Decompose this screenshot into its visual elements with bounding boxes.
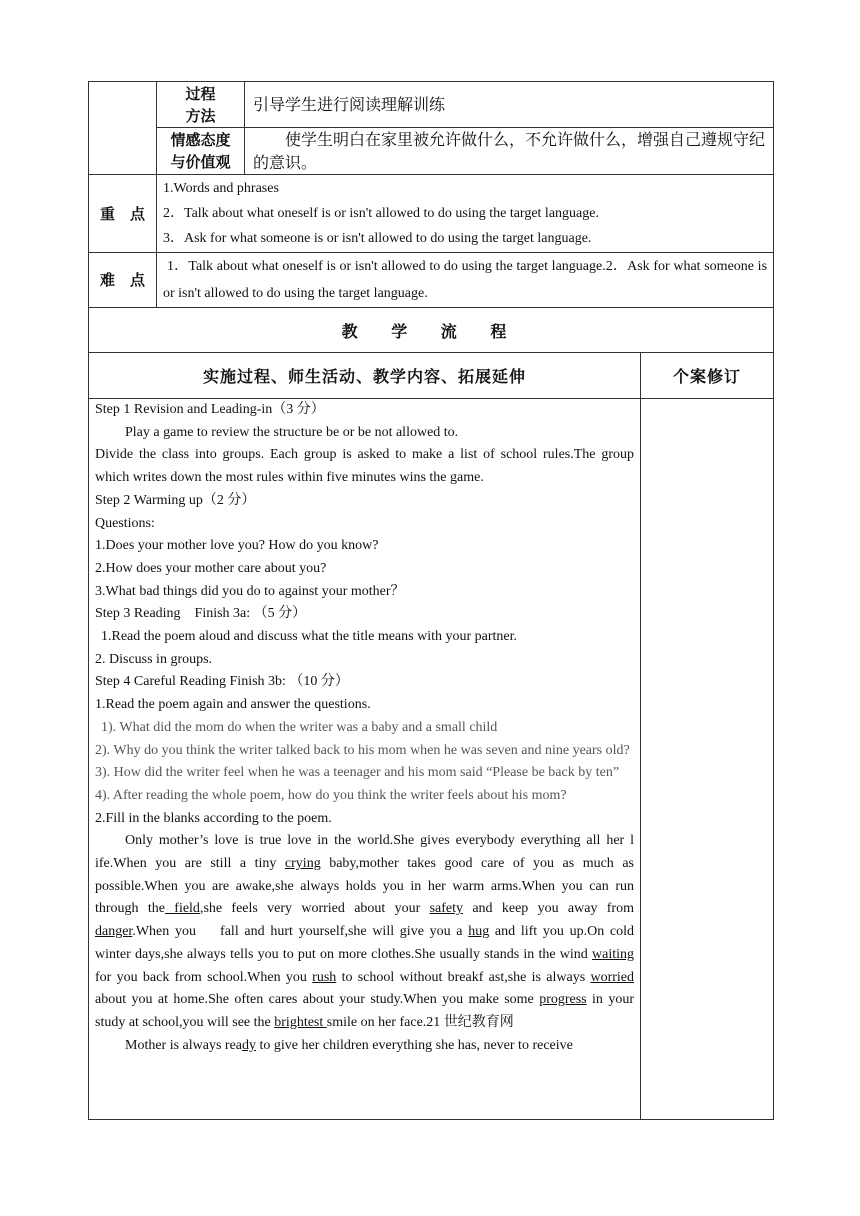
step2-questions-label: Questions: xyxy=(95,515,155,531)
step1-line: Play a game to review the structure be or be not allowed to. xyxy=(125,424,459,440)
step1-title: Step 1 Revision and Leading-in（3 分） xyxy=(95,402,325,417)
content-row xyxy=(89,399,774,1120)
blank-answer: worried xyxy=(590,969,634,985)
step1-line: Divide the class into groups. Each group is asked to make a list of school rules.The group which writes down the most rules within five minutes wins the game. xyxy=(95,447,634,486)
process-method-text: 引导学生进行阅读理解训练 xyxy=(245,82,774,128)
passage-paragraph-2: Mother is always ready to give her children everything she has, never to receive xyxy=(125,1037,573,1053)
step4-question: 1). What did the mom do when the writer was a baby and a small child xyxy=(101,719,498,735)
step4-line: 1.Read the poem again and answer the questions. xyxy=(95,697,371,713)
attitude-text: 使学生明白在家里被允许做什么，不允许做什么，增强自己遵规守纪的意识。 xyxy=(245,128,774,175)
step4-question: 4). After reading the whole poem, how do you think the writer feels about his mom? xyxy=(95,787,567,803)
passage-paragraph-1: Only mother’s love is true love in the world.She gives everybody everything all her l ife.When you are still a tiny crying baby,mother takes good care of you as much as possible.When you are awake,she always holds you in her warm arms.When you can run through the field,she feels very worried about your safety and keep you away from danger.When you fall and hurt yourself,she will give you a hug and lift you up.On cold winter days,she always tells you to put on more clothes.She usually stands in the wind waiting for you back from school.When you rush to school without breakf ast,she is always worried about you at home.She often cares about your study.When you make some progress in your study at school,you will see the brightest smile on her face.21 世纪教育网 xyxy=(95,833,634,1030)
revision-column-header: 个案修订 xyxy=(641,353,774,399)
step2-question: 1.Does your mother love you? How do you know? xyxy=(95,538,379,554)
blank-answer: crying xyxy=(284,856,321,872)
step2-title: Step 2 Warming up（2 分） xyxy=(95,492,256,508)
step2-question: 3.What bad things did you do to against your mother？ xyxy=(95,583,405,599)
step4-question: 3). How did the writer feel when he was a teenager and his mom said “Please be back by ten” xyxy=(95,765,620,781)
flow-title-row xyxy=(89,308,774,353)
step3-line: 1.Read the poem aloud and discuss what the title means with your partner. xyxy=(101,629,518,645)
process-column-header: 实施过程、师生活动、教学内容、拓展延伸 xyxy=(89,353,641,399)
step3-line: 2. Discuss in groups. xyxy=(95,651,213,667)
key-points-row xyxy=(89,175,774,253)
key-point-item: 2．Talk about what oneself is or isn't allowed to do using the target language. xyxy=(163,206,599,221)
difficult-points-label: 难 点 xyxy=(89,253,157,308)
process-method-label: 过程 方法 xyxy=(157,82,245,128)
blank-answer: brightest xyxy=(274,1014,327,1030)
blank-answer: waiting xyxy=(592,946,634,962)
blank-answer: progress xyxy=(539,992,587,1008)
step4-line: 2.Fill in the blanks according to the poem. xyxy=(95,810,332,826)
step4-title: Step 4 Careful Reading Finish 3b: （10 分） xyxy=(95,674,349,690)
blank-answer: hug xyxy=(468,924,490,940)
column-header-row xyxy=(89,353,774,399)
difficult-points-text: 1．Talk about what oneself is or isn't allowed to do using the target language.2．Ask for what someone is or isn't allowed to do using the target language. xyxy=(157,253,774,308)
key-points-label: 重 点 xyxy=(89,175,157,253)
key-point-item: 3．Ask for what someone is or isn't allowed to do using the target language. xyxy=(163,231,592,246)
key-point-item: 1.Words and phrases xyxy=(163,181,279,196)
attitude-label: 情感态度 与价值观 xyxy=(157,128,245,175)
blank-answer: danger xyxy=(95,924,133,940)
step2-question: 2.How does your mother care about you? xyxy=(95,560,327,576)
key-points-list xyxy=(157,175,774,253)
blank-answer: field xyxy=(164,901,200,917)
lesson-plan-table xyxy=(88,81,774,1120)
revision-notes-cell xyxy=(641,399,774,1120)
attitude-row xyxy=(89,128,774,175)
difficult-points-row xyxy=(89,253,774,308)
teaching-process-content xyxy=(89,399,641,1120)
goals-blank-cell xyxy=(89,82,157,175)
process-method-row xyxy=(89,82,774,128)
blank-answer: safety xyxy=(429,901,464,917)
blank-answer: rush xyxy=(312,969,337,985)
flow-title: 教 学 流 程 xyxy=(89,308,774,353)
step3-title: Step 3 Reading Finish 3a: （5 分） xyxy=(95,606,307,622)
step4-question: 2). Why do you think the writer talked back to his mom when he was seven and nine years old? xyxy=(95,742,630,758)
